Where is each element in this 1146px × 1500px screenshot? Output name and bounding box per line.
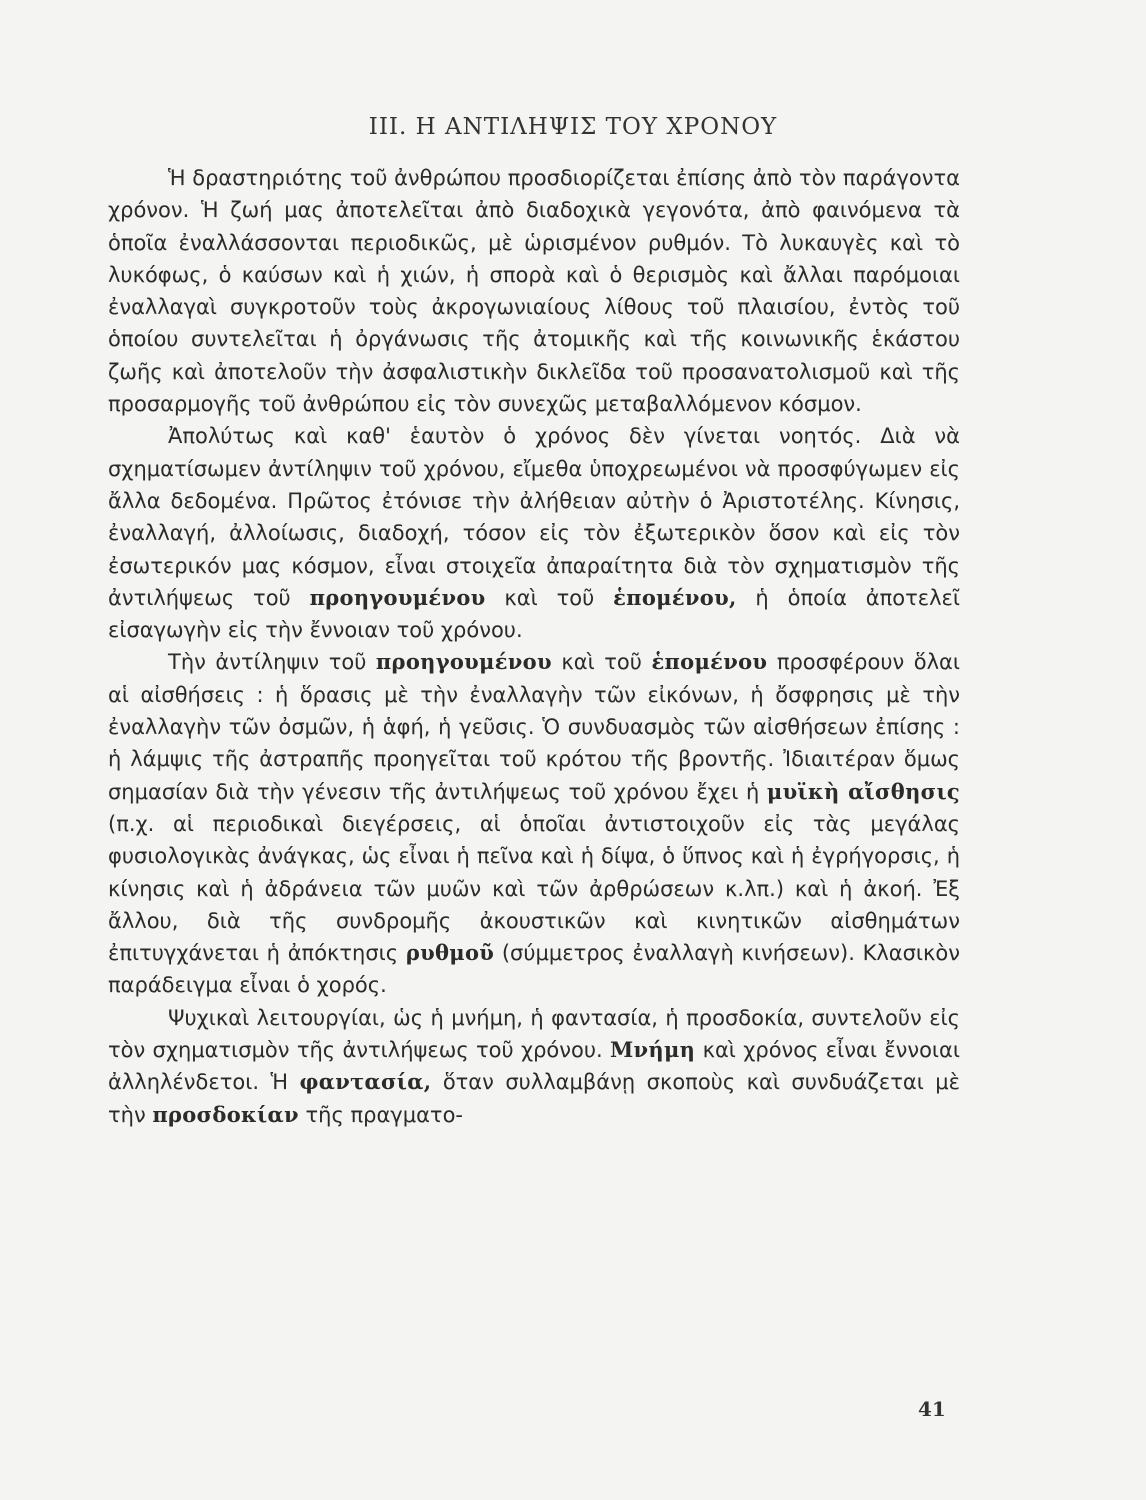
page-number: 41 (918, 1397, 946, 1421)
text-run: Τὴν ἀντίληψιν τοῦ (168, 650, 376, 675)
text-run: καὶ χρόνος εἶναι ἔννοιαι ἀλληλένδετοι. Ἡ (108, 1038, 960, 1095)
bold-term: προηγουμένου (309, 584, 486, 610)
bold-term: ἑπομένου, (613, 584, 737, 610)
body-text (108, 162, 960, 1131)
paragraph-3 (108, 646, 960, 1001)
text-run: (σύμμετρος ἐναλλαγὴ κινήσεων). Κλασικὸν παράδειγμα εἶναι ὁ χορός. (108, 941, 960, 998)
text-run: προσφέρουν ὅλαι αἱ αἰσθήσεις : ἡ ὅρασις μὲ τὴν ἐναλλαγὴν τῶν εἰκόνων, ἡ ὄσφρησις μὲ τὴν ἐναλλαγὴν τῶν ὀσμῶν, ἡ ἁφή, ἡ γεῦσις. Ὁ συνδυασμὸς τῶν αἰσθήσεων ἐπίσης : ἡ λάμψις τῆς ἀστραπῆς προηγεῖται τοῦ κρότου τῆς βροντῆς. Ἰδιαιτέραν ὅμως σημασίαν διὰ τὴν γένεσιν τῆς ἀντιλήψεως τοῦ χρόνου ἔχει ἡ (108, 650, 960, 804)
text-run: ἡ ὁποία ἀποτελεῖ εἰσαγωγὴν εἰς τὴν ἔννοιαν τοῦ χρόνου. (108, 585, 960, 643)
text-run: τῆς πραγματο- (298, 1102, 463, 1127)
bold-term: προηγουμένου (375, 649, 552, 675)
text-run: Ψυχικαὶ λειτουργίαι, ὡς ἡ μνήμη, ἡ φαντασία, ἡ προσδοκία, συντελοῦν εἰς τὸν σχηματισμὸν τῆς ἀντιλήψεως τοῦ χρόνου. (108, 1005, 960, 1063)
paragraph-2 (108, 420, 960, 646)
bold-term: φαντασία, (299, 1069, 432, 1095)
bold-term: προσδοκίαν (152, 1101, 299, 1127)
text-run: καὶ τοῦ (551, 650, 652, 675)
text-run: καὶ τοῦ (485, 585, 614, 610)
chapter-title: III. Η ΑΝΤΙΛΗΨΙΣ ΤΟΥ ΧΡΟΝΟΥ (368, 114, 778, 140)
text-run: Ἡ δραστηριότης τοῦ ἀνθρώπου προσδιορίζεται ἐπίσης ἀπὸ τὸν παράγοντα χρόνον. Ἡ ζωή μας ἀποτελεῖται ἀπὸ διαδοχικὰ γεγονότα, ἀπὸ φαινόμενα τὰ ὁποῖα ἐναλλάσσονται περιοδικῶς, μὲ ὡρισμένον ρυθμόν. Τὸ λυκαυγὲς καὶ τὸ λυκόφως, ὁ καύσων καὶ ἡ χιών, ἡ σπορὰ καὶ ὁ θερισμὸς καὶ ἄλλαι παρόμοιαι ἐναλλαγαὶ συγκροτοῦν τοὺς ἀκρογωνιαίους λίθους τοῦ πλαισίου, ἐντὸς τοῦ ὁποίου συντελεῖται ἡ ὀργάνωσις τῆς ἀτομικῆς καὶ τῆς κοινωνικῆς ἑκάστου ζωῆς καὶ ἀποτελοῦν τὴν ἀσφαλιστικὴν δικλεῖδα τοῦ προσανατολισμοῦ καὶ τῆς προσαρμογῆς τοῦ ἀνθρώπου εἰς τὸν συνεχῶς μεταβαλλόμενον κόσμον. (108, 166, 960, 417)
paragraph-4 (108, 1002, 960, 1131)
bold-term: ἑπομένου (651, 649, 768, 675)
bold-term: μυϊκὴ αἴσθησις (766, 778, 960, 804)
bold-term: Μνήμη (610, 1037, 696, 1063)
text-run: Ἀπολύτως καὶ καθ' ἑαυτὸν ὁ χρόνος δὲν γίνεται νοητός. Διὰ νὰ σχηματίσωμεν ἀντίληψιν τοῦ χρόνου, εἴμεθα ὑποχρεωμένοι νὰ προσφύγωμεν εἰς ἄλλα δεδομένα. Πρῶτος ἐτόνισε τὴν ἀλήθειαν αὐτὴν ὁ Ἀριστοτέλης. Κίνησις, ἐναλλαγή, ἀλλοίωσις, διαδοχή, τόσον εἰς τὸν ἐξωτερικὸν ὅσον καὶ εἰς τὸν ἐσωτερικόν μας κόσμον, εἶναι στοιχεῖα ἀπαραίτητα διὰ τὸν σχηματισμὸν τῆς ἀντιλήψεως τοῦ (108, 424, 960, 610)
bold-term: ρυθμοῦ (405, 940, 495, 966)
text-run: ὅταν συλλαμβάνῃ σκοποὺς καὶ συνδυάζεται μὲ τὴν (108, 1070, 961, 1127)
paragraph-1 (108, 162, 960, 420)
text-run: (π.χ. αἱ περιοδικαὶ διεγέρσεις, αἱ ὁποῖαι ἀντιστοιχοῦν εἰς τὰς μεγάλας φυσιολογικὰς ἀνάγκας, ὡς εἶναι ἡ πεῖνα καὶ ἡ δίψα, ὁ ὕπνος καὶ ἡ ἐγρήγορσις, ἡ κίνησις καὶ ἡ ἀδράνεια τῶν μυῶν καὶ τῶν ἀρθρώσεων κ.λπ.) καὶ ἡ ἀκοή. Ἐξ ἄλλου, διὰ τῆς συνδρομῆς ἀκουστικῶν καὶ κινητικῶν αἰσθημάτων ἐπιτυγχάνεται ἡ ἀπόκτησις (108, 811, 960, 966)
